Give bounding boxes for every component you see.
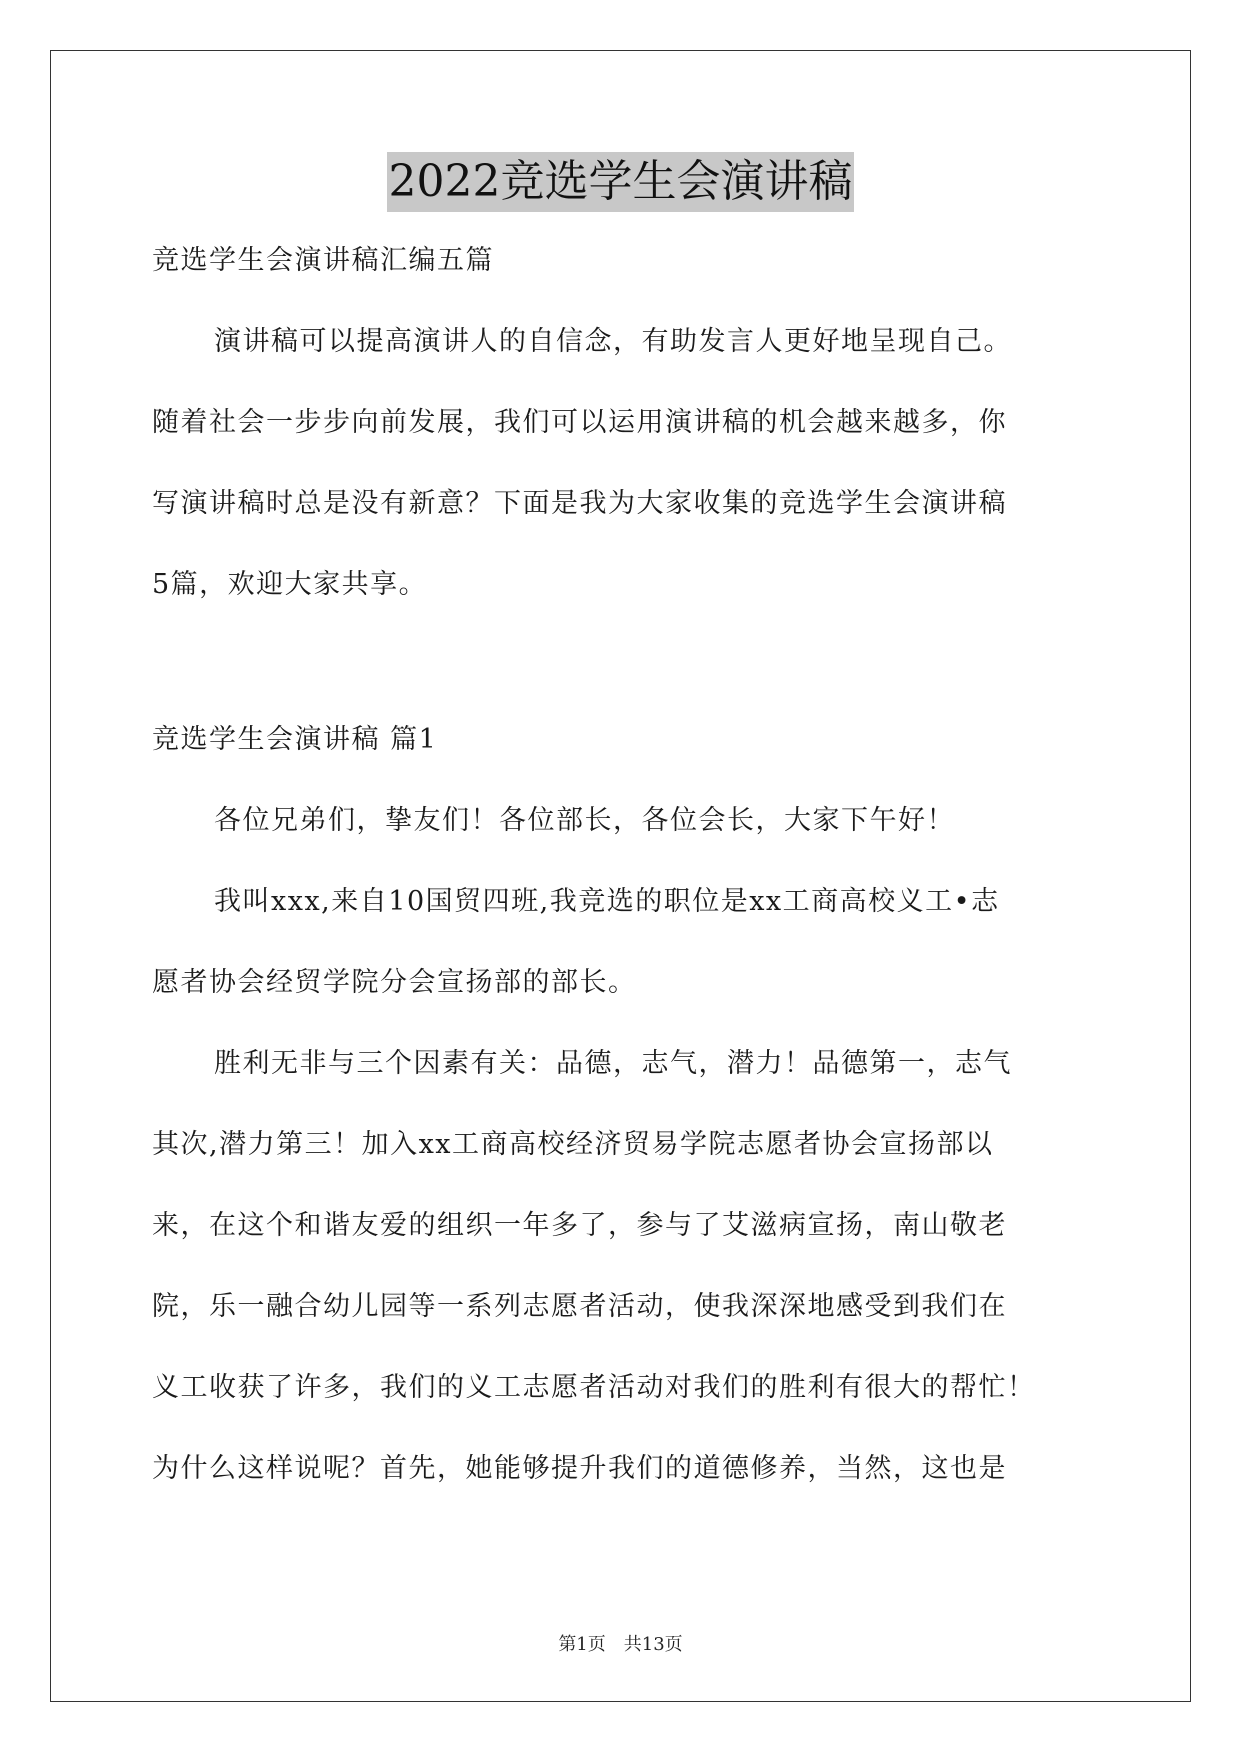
section-line: 我叫xxx,来自10国贸四班,我竞选的职位是xx工商高校义工•志: [214, 886, 1000, 917]
document-title: 2022竞选学生会演讲稿: [387, 152, 855, 212]
title-container: [0, 152, 1241, 212]
section-line: 各位兄弟们，挚友们！各位部长，各位会长，大家下午好！: [214, 805, 955, 836]
document-subtitle: 竞选学生会演讲稿汇编五篇: [152, 245, 494, 276]
section-line: 院，乐一融合幼儿园等一系列志愿者活动，使我深深地感受到我们在: [152, 1291, 1007, 1322]
section-line: 其次,潜力第三！加入xx工商高校经济贸易学院志愿者协会宣扬部以: [152, 1129, 994, 1160]
section-line: 来，在这个和谐友爱的组织一年多了，参与了艾滋病宣扬，南山敬老: [152, 1210, 1007, 1241]
section-line: 愿者协会经贸学院分会宣扬部的部长。: [152, 967, 637, 998]
section-line: 胜利无非与三个因素有关：品德，志气，潜力！品德第一，志气: [214, 1048, 1012, 1079]
section-line: 为什么这样说呢？首先，她能够提升我们的道德修养，当然，这也是: [152, 1453, 1007, 1484]
intro-line: 写演讲稿时总是没有新意？下面是我为大家收集的竞选学生会演讲稿: [152, 488, 1007, 519]
paragraph-gap: [152, 635, 1092, 709]
page-number-footer: 第1页 共13页: [558, 1634, 683, 1655]
intro-line: 演讲稿可以提高演讲人的自信念，有助发言人更好地呈现自己。: [214, 326, 1012, 357]
section-heading: 竞选学生会演讲稿 篇1: [152, 724, 438, 755]
document-body: [152, 230, 1092, 1519]
intro-line: 5篇，欢迎大家共享。: [152, 569, 428, 600]
section-line: 义工收获了许多，我们的义工志愿者活动对我们的胜利有很大的帮忙！: [152, 1372, 1036, 1403]
intro-line: 随着社会一步步向前发展，我们可以运用演讲稿的机会越来越多，你: [152, 407, 1007, 438]
